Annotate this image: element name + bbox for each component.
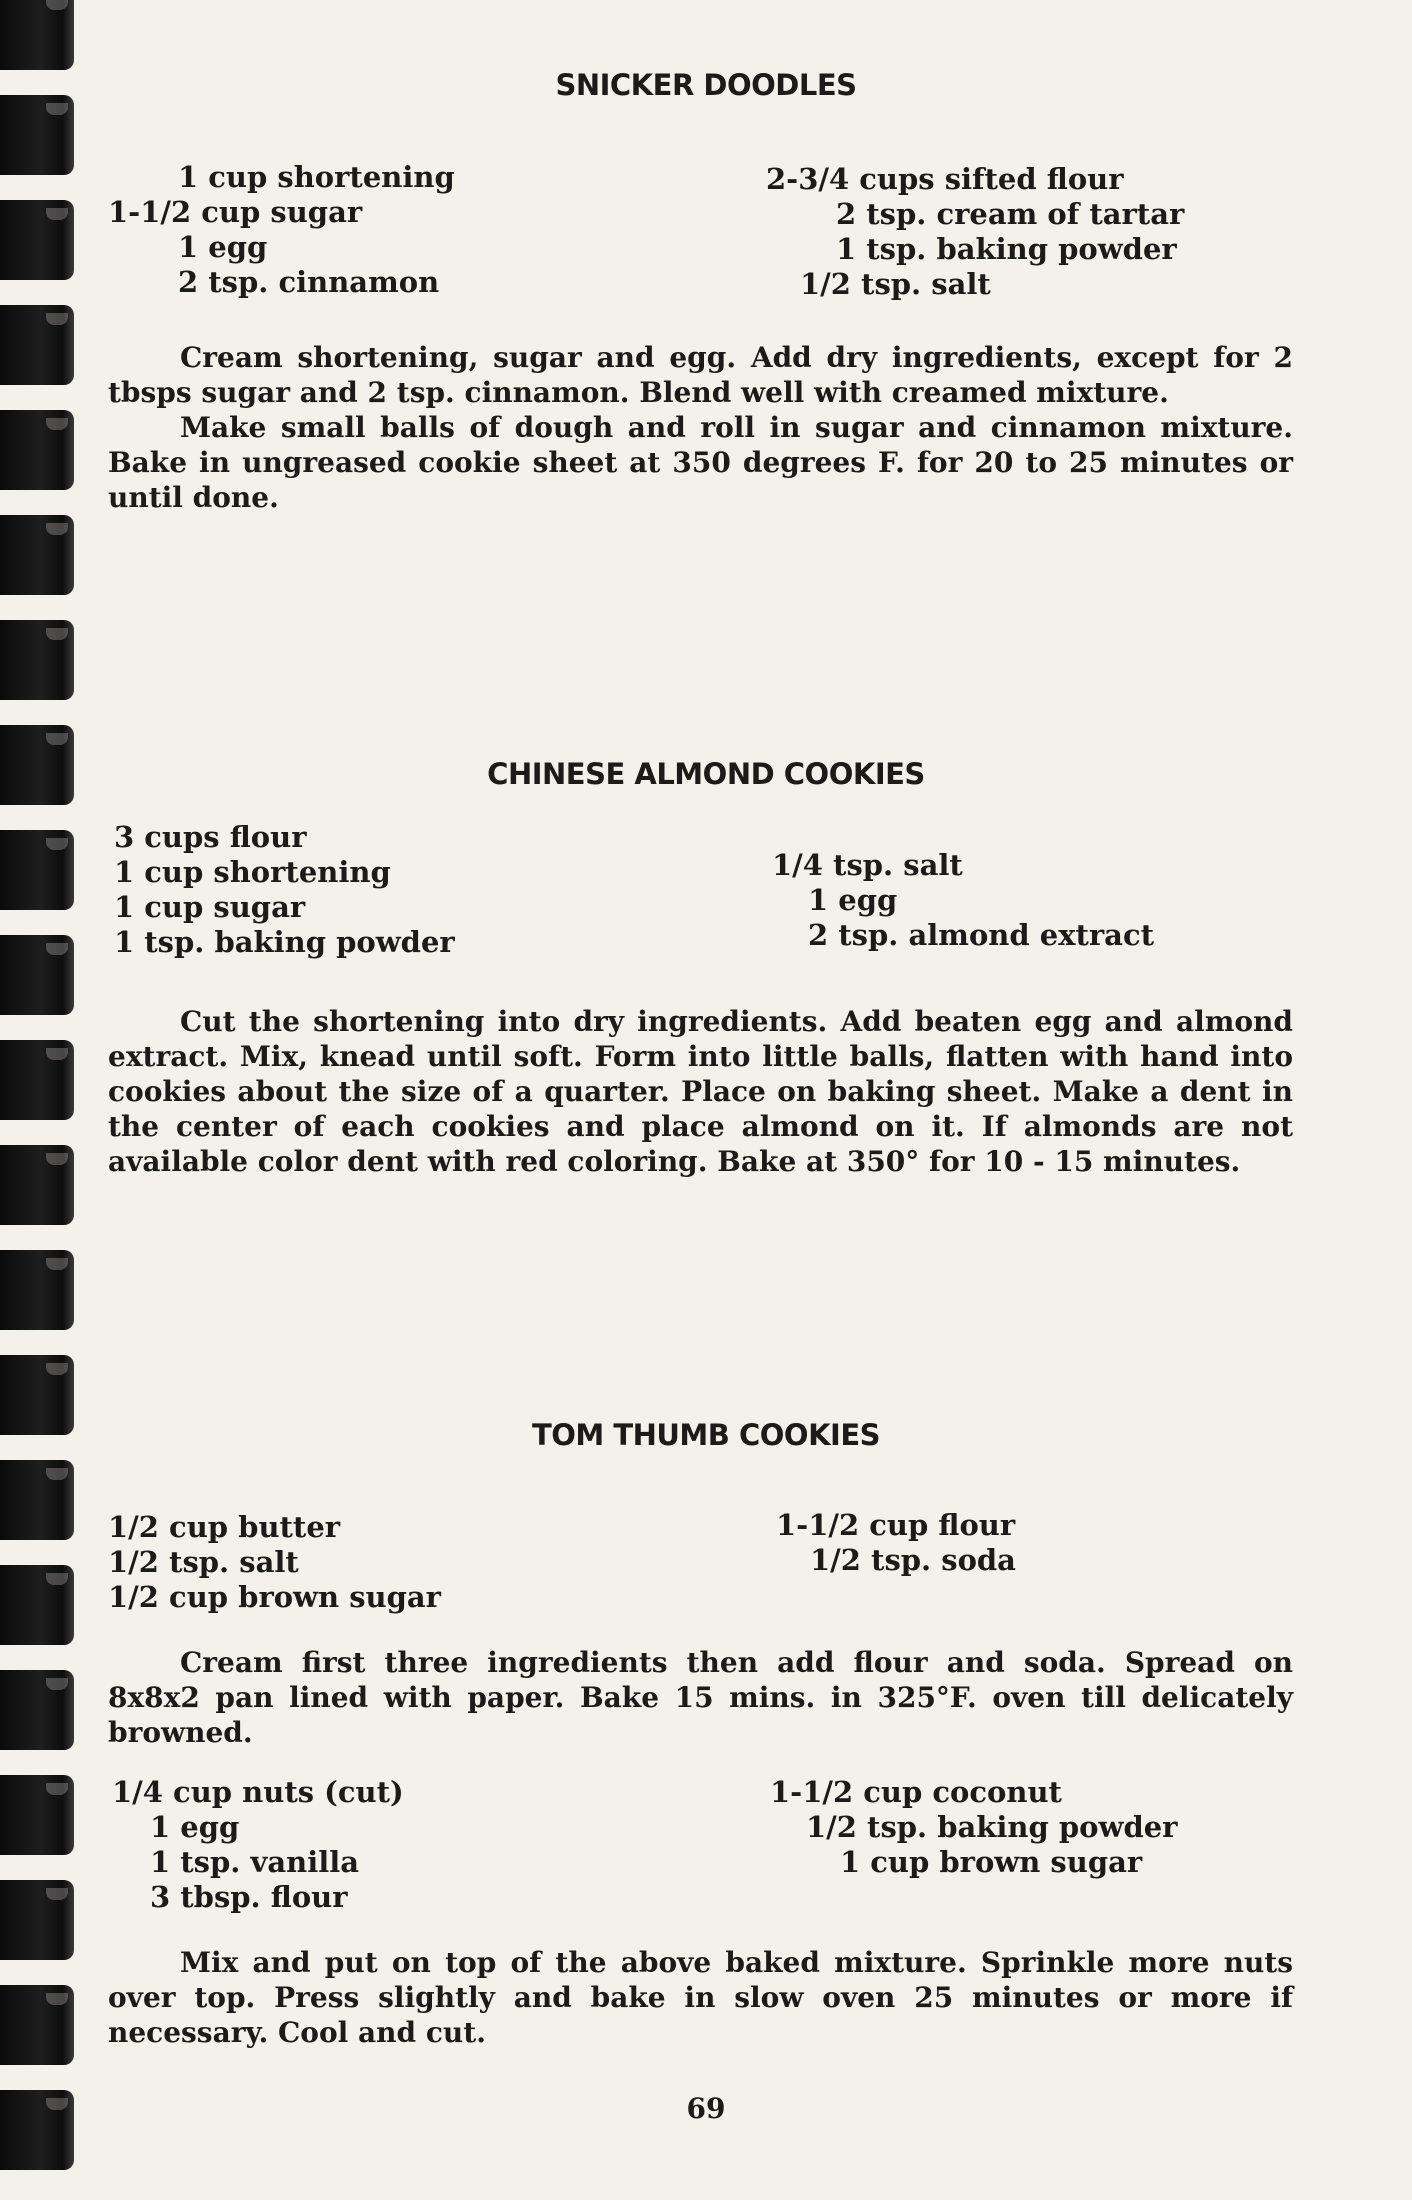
- ingredient: 1/4 cup nuts (cut): [112, 1775, 404, 1809]
- ingredient-list-right: [776, 1508, 1016, 1578]
- ingredient: 1 cup sugar: [114, 890, 306, 924]
- ingredient-list-right: [766, 162, 1184, 302]
- recipe-instructions: [108, 1004, 1293, 1179]
- ingredient: 1 cup shortening: [178, 160, 455, 194]
- ingredient: 3 tbsp. flour: [150, 1880, 348, 1914]
- ingredient: 1 cup shortening: [114, 855, 391, 889]
- ingredient-list-left: [108, 1510, 441, 1615]
- ingredient: 1-1/2 cup sugar: [108, 195, 363, 229]
- ingredient: 1 cup brown sugar: [840, 1845, 1143, 1879]
- ingredient: 1 tsp. baking powder: [114, 925, 455, 959]
- ingredient: 1/4 tsp. salt: [772, 848, 963, 882]
- ingredient-list-right: [772, 848, 1154, 953]
- ingredient: 1/2 tsp. salt: [800, 267, 991, 301]
- ingredient: 1 egg: [808, 883, 898, 917]
- ingredient: 2 tsp. almond extract: [808, 918, 1155, 952]
- ingredient: 2 tsp. cream of tartar: [836, 197, 1185, 231]
- topping-ingredient-list-left: [112, 1775, 404, 1915]
- recipe-instructions: [108, 1645, 1293, 1750]
- instruction-paragraph: Cream first three ingredients then add flour and soda. Spread on 8x8x2 pan lined with paper. Bake 15 mins. in 325°F. oven till delicately browned.: [108, 1646, 1293, 1749]
- instruction-paragraph: Make small balls of dough and roll in sugar and cinnamon mixture. Bake in ungreased cookie sheet at 350 degrees F. for 20 to 25 minutes or until done.: [108, 411, 1293, 514]
- recipe-instructions: [108, 340, 1293, 515]
- ingredient: 1/2 cup butter: [108, 1510, 341, 1544]
- recipe-instructions: [108, 1945, 1293, 2050]
- ingredient: 1 egg: [178, 230, 268, 264]
- ingredient-list-left: [108, 160, 455, 300]
- ingredient: 1 egg: [150, 1810, 240, 1844]
- recipe-title: TOM THUMB COOKIES: [531, 1418, 881, 1452]
- ingredient: 1/2 tsp. salt: [108, 1545, 299, 1579]
- ingredient-list-left: [114, 820, 455, 960]
- ingredient: 1-1/2 cup flour: [776, 1508, 1016, 1542]
- ingredient: 1/2 cup brown sugar: [108, 1580, 441, 1614]
- recipe-title: CHINESE ALMOND COOKIES: [487, 757, 925, 791]
- ingredient: 1 tsp. baking powder: [836, 232, 1177, 266]
- instruction-paragraph: Mix and put on top of the above baked mixture. Sprinkle more nuts over top. Press slightly and bake in slow oven 25 minutes or more if necessary. Cool and cut.: [108, 1946, 1293, 2049]
- page-number: 69: [686, 2092, 726, 2125]
- instruction-paragraph: Cut the shortening into dry ingredients. Add beaten egg and almond extract. Mix, knead until soft. Form into little balls, flatten with hand into cookies about the size of a quarter. Place on baking sheet. Make a dent in the center of each cookies and place almond on it. If almonds are not available color dent with red coloring. Bake at 350° for 10 - 15 minutes.: [108, 1005, 1293, 1178]
- ingredient: 1/2 tsp. baking powder: [806, 1810, 1178, 1844]
- ingredient: 1 tsp. vanilla: [150, 1845, 360, 1879]
- ingredient: 2-3/4 cups sifted flour: [766, 162, 1124, 196]
- ingredient: 2 tsp. cinnamon: [178, 265, 440, 299]
- recipe-title: SNICKER DOODLES: [555, 68, 857, 102]
- instruction-paragraph: Cream shortening, sugar and egg. Add dry ingredients, except for 2 tbsps sugar and 2 tsp. cinnamon. Blend well with creamed mixture.: [108, 341, 1293, 409]
- ingredient: 1-1/2 cup coconut: [770, 1775, 1062, 1809]
- ingredient: 1/2 tsp. soda: [810, 1543, 1016, 1577]
- ingredient: 3 cups flour: [114, 820, 307, 854]
- topping-ingredient-list-right: [770, 1775, 1177, 1880]
